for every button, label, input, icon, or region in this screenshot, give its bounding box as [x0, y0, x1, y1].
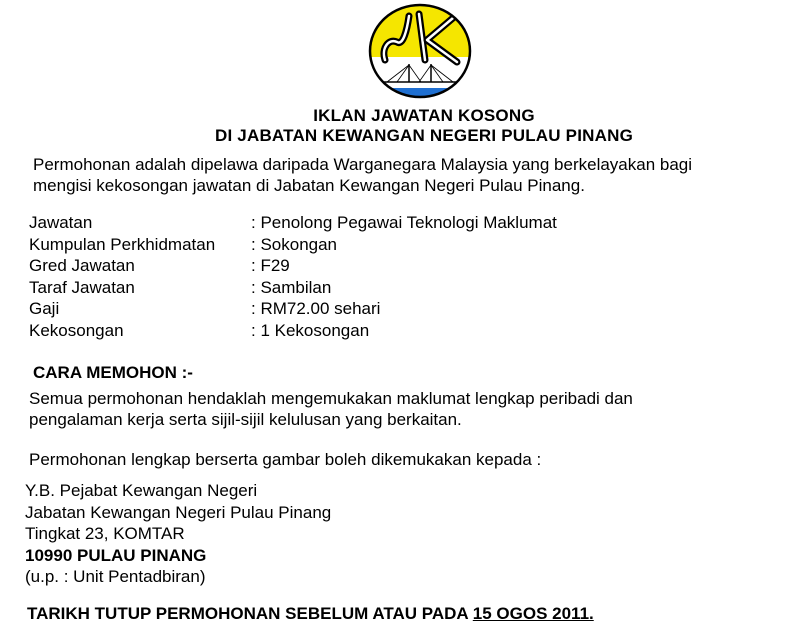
- cara-line: Semua permohonan hendaklah mengemukakan maklumat lengkap peribadi dan: [29, 389, 633, 408]
- mailing-address: [25, 480, 331, 588]
- detail-value: : Penolong Pegawai Teknologi Maklumat: [251, 213, 557, 232]
- page-subtitle: DI JABATAN KEWANGAN NEGERI PULAU PINANG: [214, 126, 634, 145]
- submission-instruction: Permohonan lengkap berserta gambar boleh dikemukakan kepada :: [29, 450, 542, 469]
- detail-value: : Sambilan: [251, 277, 332, 297]
- address-line: Jabatan Kewangan Negeri Pulau Pinang: [25, 502, 332, 522]
- intro-paragraph: [33, 154, 692, 196]
- address-postcode-city: 10990 PULAU PINANG: [25, 545, 207, 565]
- detail-value: : F29: [251, 256, 290, 276]
- detail-row-gred: [29, 255, 557, 277]
- jkn-logo: [367, 2, 473, 100]
- detail-label: Kekosongan: [29, 320, 124, 340]
- jkn-logo-graphic: [367, 2, 473, 100]
- detail-row-taraf: [29, 277, 557, 299]
- detail-label: Gred Jawatan: [29, 256, 135, 276]
- intro-line: Permohonan adalah dipelawa daripada Warganegara Malaysia yang berkelayakan bagi: [33, 155, 693, 174]
- detail-row-gaji: [29, 298, 557, 320]
- cara-memohon-paragraph: [29, 388, 633, 430]
- detail-row-kekosongan: [29, 320, 557, 342]
- job-details: [29, 212, 557, 342]
- page-title: IKLAN JAWATAN KOSONG: [313, 106, 535, 125]
- address-line: Tingkat 23, KOMTAR: [25, 524, 185, 544]
- detail-value: : 1 Kekosongan: [251, 320, 370, 340]
- detail-label: Kumpulan Perkhidmatan: [29, 234, 216, 254]
- closing-date: 15 OGOS 2011.: [472, 604, 594, 623]
- cara-line: pengalaman kerja serta sijil-sijil kelulusan yang berkaitan.: [29, 410, 462, 429]
- section-heading-cara-memohon: CARA MEMOHON :-: [33, 363, 193, 382]
- detail-value: : RM72.00 sehari: [251, 299, 381, 319]
- address-attention: (u.p. : Unit Pentadbiran): [25, 567, 206, 587]
- intro-line: mengisi kekosongan jawatan di Jabatan Kewangan Negeri Pulau Pinang.: [33, 176, 585, 195]
- closing-date-notice: [27, 603, 594, 624]
- detail-label: Gaji: [29, 299, 60, 319]
- closing-text: TARIKH TUTUP PERMOHONAN SEBELUM ATAU PADA: [27, 604, 473, 623]
- detail-row-kumpulan: [29, 234, 557, 256]
- address-line: Y.B. Pejabat Kewangan Negeri: [25, 481, 258, 500]
- detail-label: Jawatan: [29, 213, 93, 232]
- detail-value: : Sokongan: [251, 234, 338, 254]
- detail-label: Taraf Jawatan: [29, 277, 135, 297]
- detail-row-jawatan: [29, 212, 557, 234]
